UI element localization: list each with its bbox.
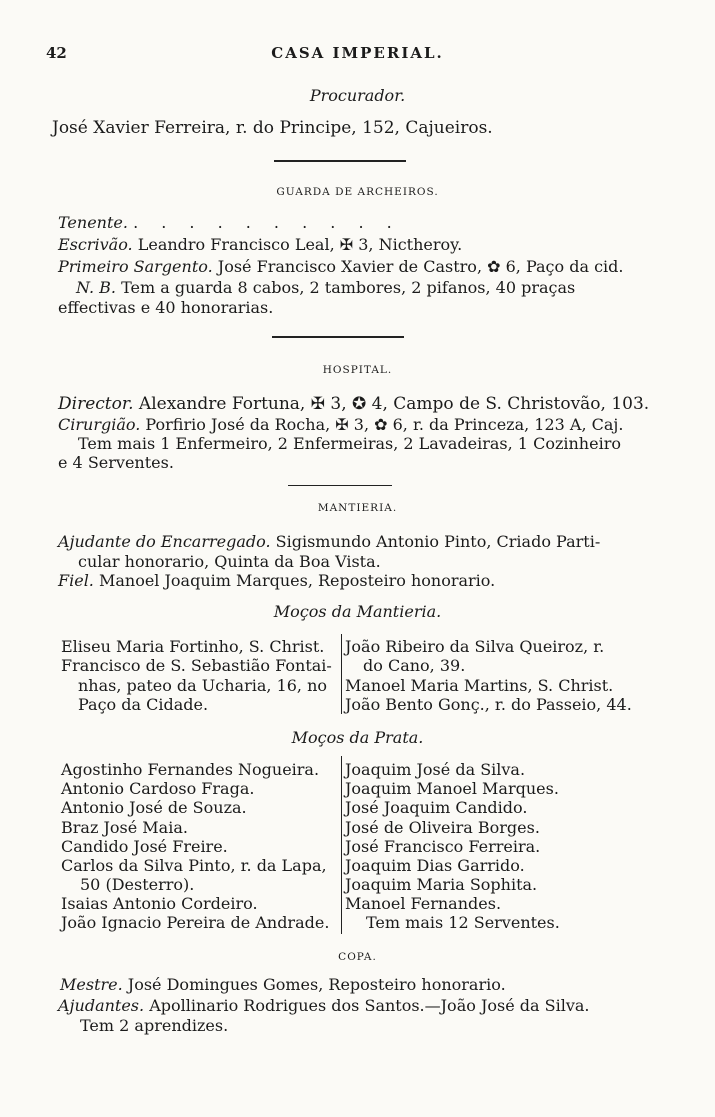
prata-right-line: Joaquim José da Silva. [345,760,526,779]
tenente-dots: . . . . . . . . . . [133,213,401,232]
guarda-sargento [58,257,624,276]
ajudante-label: Ajudante do Encarregado. [58,532,271,551]
hospital-director [58,394,649,414]
fiel-text: Manoel Joaquim Marques, Reposteiro honorario. [93,571,496,590]
prata-left-line: Carlos da Silva Pinto, r. da Lapa, [61,856,327,875]
copa-mestre [60,975,506,994]
sargento-text: José Francisco Xavier de Castro, ✿ 6, Paço da cid. [212,257,624,276]
nb-text: Tem a guarda 8 cabos, 2 tambores, 2 pifanos, 40 praças [116,278,576,297]
mantieria-left-line: Paço da Cidade. [78,695,209,714]
prata-right-line: Manoel Fernandes. [345,894,502,913]
guarda-tenente [58,213,401,232]
prata-right-line: Joaquim Maria Sophita. [345,875,538,894]
director-text: Alexandre Fortuna, ✠ 3, ✪ 4, Campo de S. Christovão, 103. [133,394,650,414]
mantieria-left-line: nhas, pateo da Ucharia, 16, no [78,676,328,695]
mantieria-right-line: João Bento Gonç., r. do Passeio, 44. [345,695,632,714]
sargento-label: Primeiro Sargento. [58,257,213,276]
copa-ajudantes [58,996,589,1015]
prata-left-line: Antonio Cardoso Fraga. [61,779,255,798]
mocos-mantieria-heading: Moços da Mantieria. [273,602,442,621]
prata-left-line: Isaias Antonio Cordeiro. [61,894,258,913]
page-number: 42 [46,44,67,62]
fiel-label: Fiel. [58,571,94,590]
hospital-cirurgiao [58,415,623,434]
escrivao-text: Leandro Francisco Leal, ✠ 3, Nictheroy. [132,235,463,254]
mantieria-fiel [58,571,495,590]
ajudantes-text: Apollinario Rodrigues dos Santos.—João José da Silva. [144,996,590,1015]
section-divider [274,160,406,162]
guarda-nb-line1 [76,278,575,297]
prata-left-line: João Ignacio Pereira de Andrade. [61,913,330,932]
prata-right-line: Tem mais 12 Serventes. [366,913,560,932]
mantieria-right-line: João Ribeiro da Silva Queiroz, r. [345,637,605,656]
prata-right-line: José Francisco Ferreira. [345,837,541,856]
mantieria-right-line: Manoel Maria Martins, S. Christ. [345,676,614,695]
mantieria-ajudante [58,532,600,551]
hospital-note-line2: e 4 Serventes. [58,453,174,472]
mantieria-heading: MANTIERIA. [317,502,398,514]
procurador-line: José Xavier Ferreira, r. do Principe, 152, Cajueiros. [52,118,493,138]
mestre-text: José Domingues Gomes, Reposteiro honorario. [122,975,506,994]
running-title: CASA IMPERIAL. [271,44,444,62]
prata-right-line: Joaquim Dias Garrido. [345,856,525,875]
section-divider [288,485,392,486]
column-divider [341,756,342,934]
prata-left-line: Agostinho Fernandes Nogueira. [61,760,320,779]
cirurgiao-text: Porfirio José da Rocha, ✠ 3, ✿ 6, r. da Princeza, 123 A, Caj. [140,415,624,434]
escrivao-label: Escrivão. [58,235,133,254]
prata-left-line: Braz José Maia. [61,818,188,837]
mantieria-left-line: Francisco de S. Sebastião Fontai- [61,656,332,675]
prata-heading: Moços da Prata. [291,728,424,747]
prata-right-line: José de Oliveira Borges. [345,818,540,837]
mantieria-left-line: Eliseu Maria Fortinho, S. Christ. [61,637,325,656]
mestre-label: Mestre. [60,975,123,994]
prata-right-line: Joaquim Manoel Marques. [345,779,559,798]
column-divider [341,634,342,714]
mantieria-ajudante-line2: cular honorario, Quinta da Boa Vista. [78,552,381,571]
copa-heading: COPA. [338,951,377,963]
guarda-heading: GUARDA DE ARCHEIROS. [276,186,439,198]
guarda-escrivao [58,235,462,254]
section-divider [272,336,404,338]
tenente-label: Tenente. [58,213,128,232]
prata-left-line: 50 (Desterro). [80,875,195,894]
ajudante-text: Sigismundo Antonio Pinto, Criado Parti- [270,532,601,551]
copa-note: Tem 2 aprendizes. [80,1016,229,1035]
prata-left-line: Antonio José de Souza. [61,798,247,817]
mantieria-right-line: do Cano, 39. [363,656,466,675]
hospital-heading: HOSPITAL. [322,364,393,376]
ajudantes-label: Ajudantes. [58,996,145,1015]
procurador-heading: Procurador. [309,86,406,105]
director-label: Director. [58,394,134,414]
prata-left-line: Candido José Freire. [61,837,228,856]
prata-right-line: José Joaquim Candido. [345,798,528,817]
hospital-note-line1: Tem mais 1 Enfermeiro, 2 Enfermeiras, 2 Lavadeiras, 1 Cozinheiro [78,434,621,453]
nb-label: N. B. [76,278,116,297]
cirurgiao-label: Cirurgião. [58,415,141,434]
guarda-nb-line2: effectivas e 40 honorarias. [58,298,274,317]
